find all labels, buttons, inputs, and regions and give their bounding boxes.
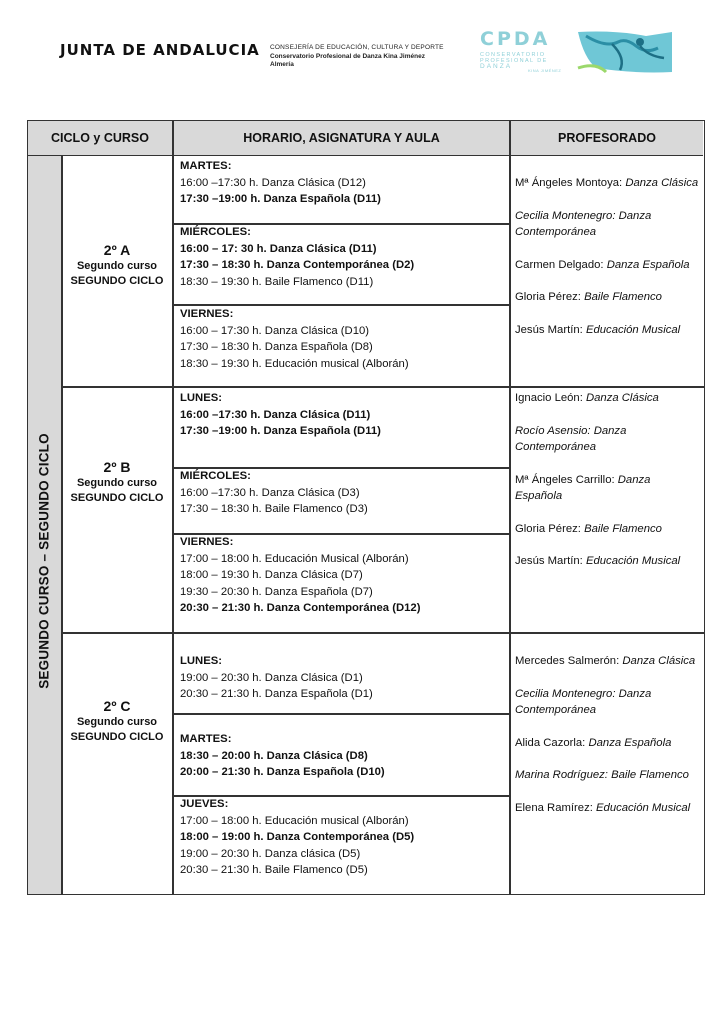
prof-list (515, 390, 700, 570)
day-name: JUEVES: (180, 798, 229, 810)
prof-entry: Mª Ángeles Montoya: Danza Clásica (515, 177, 699, 189)
schedule-line: 20:30 – 21:30 h. Danza Española (D1) (180, 688, 373, 700)
group-2b (62, 458, 172, 506)
schedule-line: 17:30 –19:00 h. Danza Española (D11) (180, 193, 381, 205)
prof-entry: Cecilia Montenegro: Danza Contemporánea (515, 687, 652, 716)
group-line2: SEGUNDO CICLO (70, 275, 164, 287)
group-line1: Segundo curso (76, 260, 158, 272)
prof-entry: Elena Ramírez: Educación Musical (515, 801, 691, 814)
schedule-line: 16:00 –17:30 h. Danza Clásica (D12) (180, 176, 366, 189)
schedule-line: 18:30 – 19:30 h. Baile Flamenco (D11) (180, 275, 374, 288)
prof-entry: Ignacio León: Danza Clásica (515, 392, 659, 404)
sidebar-cell (28, 156, 61, 894)
day-block (180, 534, 510, 617)
group-divider (61, 632, 704, 634)
prof-entry: Jesús Martín: Educación Musical (515, 555, 681, 567)
prof-entry: Marina Rodríguez: Baile Flamenco (515, 769, 689, 781)
prof-entry: Mercedes Salmerón: Danza Clásica (515, 655, 696, 667)
schedule-line: 18:30 – 19:30 h. Educación musical (Alborán) (180, 357, 409, 370)
group-2a (62, 241, 172, 289)
logo-cpda-text: CPDA (480, 28, 551, 50)
prof-entry: Gloria Pérez: Baile Flamenco (515, 291, 662, 303)
group-2c (62, 697, 172, 745)
schedule-line: 16:00 –17:30 h. Danza Clásica (D11) (180, 408, 371, 421)
day-name: MARTES: (180, 160, 232, 172)
junta-title: JUNTA DE ANDALUCIA (60, 41, 260, 59)
schedule-line: 16:00 – 17:30 h. Danza Clásica (D10) (180, 324, 370, 337)
prof-entry: Jesús Martín: Educación Musical (515, 323, 681, 336)
prof-list (515, 175, 700, 338)
prof-entry: Rocío Asensio: Danza Contemporánea (515, 424, 627, 453)
day-name: VIERNES: (180, 308, 234, 320)
group-code: 2º A (103, 242, 131, 258)
schedule-table (27, 120, 705, 895)
group-line1: Segundo curso (76, 477, 158, 489)
conservatorio-name: Conservatorio Profesional de Danza Kina Jiménez (270, 52, 425, 60)
day-divider (173, 713, 509, 715)
header-profesorado: PROFESORADO (511, 121, 703, 156)
day-name: MARTES: (180, 733, 232, 745)
group-line2: SEGUNDO CICLO (70, 492, 164, 504)
logo-sub-2: PROFESIONAL DE (480, 58, 548, 64)
logo-sub-1: CONSERVATORIO (480, 52, 546, 58)
header-horario: HORARIO, ASIGNATURA Y AULA (173, 121, 510, 156)
day-block (180, 653, 510, 703)
schedule-line: 16:00 – 17: 30 h. Danza Clásica (D11) (180, 242, 377, 255)
schedule-line: 16:00 –17:30 h. Danza Clásica (D3) (180, 486, 360, 499)
logo-sub-3: DANZA (480, 63, 513, 70)
group-code: 2º C (103, 698, 131, 714)
schedule-line: 17:00 – 18:00 h. Educación musical (Alborán) (180, 814, 409, 827)
schedule-line: 17:30 – 18:30 h. Danza Española (D8) (180, 341, 373, 353)
prof-entry: Mª Ángeles Carrillo: Danza Española (515, 473, 651, 502)
logo-sub-4: KINA JIMÉNEZ (528, 68, 562, 73)
day-name: LUNES: (180, 392, 223, 404)
group-divider (61, 386, 704, 388)
day-block (180, 224, 510, 290)
group-line1: Segundo curso (76, 716, 158, 728)
schedule-line: 20:30 – 21:30 h. Baile Flamenco (D5) (180, 864, 368, 876)
day-block (180, 468, 510, 518)
consejeria-name: CONSEJERÍA DE EDUCACIÓN, CULTURA Y DEPORTE (270, 44, 444, 51)
day-name: VIERNES: (180, 536, 234, 548)
consejeria-block (270, 44, 444, 70)
col-divider (172, 121, 174, 894)
schedule-line: 18:00 – 19:00 h. Danza Contemporánea (D5) (180, 831, 415, 843)
day-block (180, 158, 510, 208)
schedule-line: 17:30 –19:00 h. Danza Española (D11) (180, 425, 381, 437)
day-name: LUNES: (180, 655, 223, 667)
day-name: MIÉRCOLES: (180, 226, 251, 238)
schedule-line: 20:30 – 21:30 h. Danza Contemporánea (D12) (180, 602, 421, 614)
prof-list (515, 653, 700, 816)
schedule-line: 18:30 – 20:00 h. Danza Clásica (D8) (180, 749, 368, 762)
group-line2: SEGUNDO CICLO (70, 731, 164, 743)
city-name: Almería (270, 61, 294, 68)
schedule-line: 19:00 – 20:30 h. Danza clásica (D5) (180, 847, 361, 860)
header-ciclo-curso: CICLO y CURSO (28, 121, 172, 156)
schedule-line: 17:30 – 18:30 h. Baile Flamenco (D3) (180, 503, 368, 515)
schedule-line: 17:00 – 18:00 h. Educación Musical (Alborán) (180, 552, 409, 565)
day-name: MIÉRCOLES: (180, 470, 251, 482)
day-block (180, 731, 510, 781)
prof-entry: Alida Cazorla: Danza Española (515, 736, 672, 749)
cpda-logo (476, 28, 674, 74)
day-block (180, 796, 510, 879)
prof-entry: Cecilia Montenegro: Danza Contemporánea (515, 209, 652, 238)
schedule-line: 20:00 – 21:30 h. Danza Española (D10) (180, 766, 385, 778)
schedule-line: 19:30 – 20:30 h. Danza Española (D7) (180, 585, 373, 598)
day-block (180, 390, 510, 440)
prof-entry: Carmen Delgado: Danza Española (515, 258, 690, 271)
dancer-logo-icon (576, 28, 674, 74)
prof-entry: Gloria Pérez: Baile Flamenco (515, 522, 662, 535)
day-block (180, 306, 510, 372)
group-code: 2º B (103, 459, 131, 475)
schedule-line: 18:00 – 19:30 h. Danza Clásica (D7) (180, 569, 363, 581)
schedule-line: 19:00 – 20:30 h. Danza Clásica (D1) (180, 671, 363, 684)
sidebar-label: SEGUNDO CURSO – SEGUNDO CICLO (36, 433, 52, 689)
schedule-line: 17:30 – 18:30 h. Danza Contemporánea (D2) (180, 259, 415, 271)
